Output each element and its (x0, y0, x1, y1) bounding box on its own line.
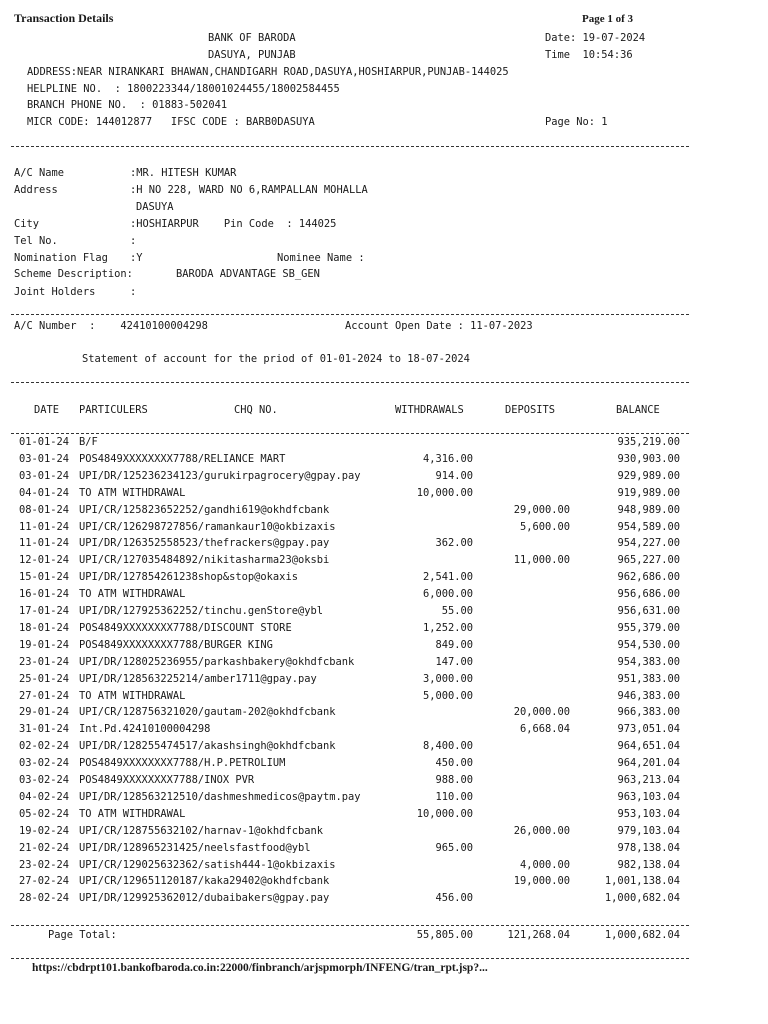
row-withdrawal: 914.00 (435, 470, 473, 482)
account-name-value: :MR. HITESH KUMAR (130, 167, 237, 179)
col-header-particulars: PARTICULERS (79, 404, 148, 416)
row-particulars: UPI/CR/126298727856/ramankaur10@okbizaxis (79, 521, 336, 533)
row-particulars: UPI/CR/128756321020/gautam-202@okhdfcbank (79, 706, 336, 718)
row-date: 17-01-24 (19, 605, 70, 617)
row-particulars: UPI/CR/129651120187/kaka29402@okhdfcbank (79, 875, 330, 887)
row-withdrawal: 456.00 (435, 892, 473, 904)
row-particulars: UPI/CR/129025632362/satish444-1@okbizaxis (79, 859, 336, 871)
row-particulars: UPI/CR/128755632102/harnav-1@okhdfcbank (79, 825, 323, 837)
address-line-1: :H NO 228, WARD NO 6,RAMPALLAN MOHALLA (130, 184, 368, 196)
row-deposit: 26,000.00 (513, 825, 570, 837)
row-balance: 919,989.00 (617, 487, 680, 499)
tel-label: Tel No. (14, 235, 58, 247)
row-particulars: UPI/DR/127925362252/tinchu.genStore@ybl (79, 605, 323, 617)
row-balance: 930,903.00 (617, 453, 680, 465)
row-withdrawal: 3,000.00 (422, 673, 473, 685)
row-balance: 962,686.00 (617, 571, 680, 583)
row-particulars: UPI/DR/125236234123/gurukirpagrocery@gpay.pay (79, 470, 361, 482)
row-balance: 956,631.00 (617, 605, 680, 617)
row-withdrawal: 988.00 (435, 774, 473, 786)
row-date: 18-01-24 (19, 622, 70, 634)
col-header-withdrawals: WITHDRAWALS (395, 404, 464, 416)
row-date: 31-01-24 (19, 723, 70, 735)
row-particulars: POS4849XXXXXXXX7788/INOX PVR (79, 774, 255, 786)
row-balance: 929,989.00 (617, 470, 680, 482)
city-label: City (14, 218, 40, 230)
statement-period: Statement of account for the priod of 01-01-2024 to 18-07-2024 (82, 353, 470, 365)
page-number: Page No: 1 (545, 116, 608, 128)
row-particulars: UPI/DR/128563225214/amber1711@gpay.pay (79, 673, 317, 685)
nomination-label: Nomination Flag (14, 252, 108, 264)
micr-ifsc: MICR CODE: 144012877 IFSC CODE : BARB0DASUYA (27, 116, 315, 128)
row-date: 15-01-24 (19, 571, 70, 583)
row-particulars: UPI/DR/128563212510/dashmeshmedicos@paytm.pay (79, 791, 361, 803)
bank-city: DASUYA, PUNJAB (208, 49, 296, 61)
scheme-value: BARODA ADVANTAGE SB_GEN (176, 268, 320, 280)
row-balance: 963,103.04 (617, 791, 680, 803)
row-date: 03-02-24 (19, 757, 70, 769)
row-balance: 982,138.04 (617, 859, 680, 871)
row-deposit: 4,000.00 (519, 859, 570, 871)
row-particulars: TO ATM WITHDRAWAL (79, 487, 186, 499)
row-withdrawal: 6,000.00 (422, 588, 473, 600)
row-withdrawal: 147.00 (435, 656, 473, 668)
row-particulars: B/F (79, 436, 98, 448)
row-withdrawal: 5,000.00 (422, 690, 473, 702)
col-header-date: DATE (34, 404, 60, 416)
row-date: 19-02-24 (19, 825, 70, 837)
row-balance: 955,379.00 (617, 622, 680, 634)
row-deposit: 20,000.00 (513, 706, 570, 718)
account-open-date: Account Open Date : 11-07-2023 (345, 320, 533, 332)
bank-name: BANK OF BARODA (208, 32, 296, 44)
row-date: 12-01-24 (19, 554, 70, 566)
row-particulars: UPI/DR/128255474517/akashsingh@okhdfcbank (79, 740, 336, 752)
row-balance: 1,001,138.04 (604, 875, 680, 887)
row-date: 23-01-24 (19, 656, 70, 668)
row-withdrawal: 450.00 (435, 757, 473, 769)
row-deposit: 5,600.00 (519, 521, 570, 533)
tel-value: : (130, 235, 137, 247)
row-date: 27-01-24 (19, 690, 70, 702)
page-total-withdrawals: 55,805.00 (416, 929, 473, 941)
row-withdrawal: 4,316.00 (422, 453, 473, 465)
row-particulars: POS4849XXXXXXXX7788/RELIANCE MART (79, 453, 286, 465)
row-particulars: UPI/DR/126352558523/thefrackers@gpay.pay (79, 537, 330, 549)
col-header-balance: BALANCE (616, 404, 660, 416)
row-balance: 979,103.04 (617, 825, 680, 837)
row-particulars: UPI/DR/128965231425/neelsfastfood@ybl (79, 842, 311, 854)
row-balance: 954,530.00 (617, 639, 680, 651)
report-time: Time 10:54:36 (545, 49, 633, 61)
row-date: 01-01-24 (19, 436, 70, 448)
col-header-deposits: DEPOSITS (505, 404, 556, 416)
divider (11, 146, 689, 147)
address-label: Address (14, 184, 58, 196)
row-date: 28-02-24 (19, 892, 70, 904)
nominee-label: Nominee Name : (277, 252, 365, 264)
row-date: 11-01-24 (19, 537, 70, 549)
row-balance: 964,201.04 (617, 757, 680, 769)
account-name-label: A/C Name (14, 167, 65, 179)
divider (11, 433, 689, 434)
row-particulars: POS4849XXXXXXXX7788/DISCOUNT STORE (79, 622, 292, 634)
row-date: 05-02-24 (19, 808, 70, 820)
divider (11, 958, 689, 959)
row-withdrawal: 2,541.00 (422, 571, 473, 583)
row-particulars: UPI/DR/127854261238shop&stop@okaxis (79, 571, 298, 583)
row-date: 03-01-24 (19, 470, 70, 482)
branch-phone: BRANCH PHONE NO. : 01883-502041 (27, 99, 228, 111)
row-date: 04-01-24 (19, 487, 70, 499)
divider (11, 925, 689, 926)
row-date: 23-02-24 (19, 859, 70, 871)
footer-url[interactable]: https://cbdrpt101.bankofbaroda.co.in:22000/finbranch/arjspmorph/INFENG/tran_rpt.jsp?... (32, 962, 488, 974)
row-withdrawal: 55.00 (441, 605, 473, 617)
page-total-deposits: 121,268.04 (507, 929, 570, 941)
page-total-balance: 1,000,682.04 (604, 929, 680, 941)
divider (11, 382, 689, 383)
row-date: 29-01-24 (19, 706, 70, 718)
row-particulars: TO ATM WITHDRAWAL (79, 808, 186, 820)
divider (11, 314, 689, 315)
row-withdrawal: 965.00 (435, 842, 473, 854)
joint-holders-label: Joint Holders (14, 286, 96, 298)
row-balance: 1,000,682.04 (604, 892, 680, 904)
row-deposit: 19,000.00 (513, 875, 570, 887)
row-date: 16-01-24 (19, 588, 70, 600)
row-withdrawal: 849.00 (435, 639, 473, 651)
row-particulars: POS4849XXXXXXXX7788/BURGER KING (79, 639, 273, 651)
row-date: 08-01-24 (19, 504, 70, 516)
report-date: Date: 19-07-2024 (545, 32, 646, 44)
row-date: 03-01-24 (19, 453, 70, 465)
address-line-2: DASUYA (136, 201, 174, 213)
row-balance: 966,383.00 (617, 706, 680, 718)
row-deposit: 29,000.00 (513, 504, 570, 516)
row-balance: 956,686.00 (617, 588, 680, 600)
row-particulars: UPI/CR/125823652252/gandhi619@okhdfcbank (79, 504, 330, 516)
page-total-label: Page Total: (48, 929, 117, 941)
row-withdrawal: 10,000.00 (416, 487, 473, 499)
row-date: 11-01-24 (19, 521, 70, 533)
row-particulars: POS4849XXXXXXXX7788/H.P.PETROLIUM (79, 757, 286, 769)
row-deposit: 6,668.04 (519, 723, 570, 735)
row-particulars: TO ATM WITHDRAWAL (79, 588, 186, 600)
row-balance: 946,383.00 (617, 690, 680, 702)
row-balance: 954,227.00 (617, 537, 680, 549)
row-date: 27-02-24 (19, 875, 70, 887)
row-balance: 954,383.00 (617, 656, 680, 668)
row-balance: 948,989.00 (617, 504, 680, 516)
row-balance: 963,213.04 (617, 774, 680, 786)
row-balance: 973,051.04 (617, 723, 680, 735)
row-withdrawal: 110.00 (435, 791, 473, 803)
row-date: 03-02-24 (19, 774, 70, 786)
scheme-label: Scheme Description: (14, 268, 133, 280)
row-balance: 965,227.00 (617, 554, 680, 566)
row-date: 02-02-24 (19, 740, 70, 752)
row-balance: 953,103.04 (617, 808, 680, 820)
row-particulars: Int.Pd.42410100004298 (79, 723, 211, 735)
nomination-value: :Y (130, 252, 143, 264)
col-header-chq: CHQ NO. (234, 404, 278, 416)
page-of-indicator: Page 1 of 3 (582, 13, 634, 25)
row-date: 21-02-24 (19, 842, 70, 854)
row-balance: 978,138.04 (617, 842, 680, 854)
row-particulars: TO ATM WITHDRAWAL (79, 690, 186, 702)
city-value: :HOSHIARPUR Pin Code : 144025 (130, 218, 337, 230)
account-number: A/C Number : 42410100004298 (14, 320, 208, 332)
row-particulars: UPI/DR/128025236955/parkashbakery@okhdfcbank (79, 656, 355, 668)
branch-address: ADDRESS:NEAR NIRANKARI BHAWAN,CHANDIGARH ROAD,DASUYA,HOSHIARPUR,PUNJAB-144025 (27, 66, 509, 78)
row-balance: 951,383.00 (617, 673, 680, 685)
helpline: HELPLINE NO. : 1800223344/18001024455/18002584455 (27, 83, 340, 95)
row-balance: 935,219.00 (617, 436, 680, 448)
row-deposit: 11,000.00 (513, 554, 570, 566)
row-date: 04-02-24 (19, 791, 70, 803)
row-withdrawal: 362.00 (435, 537, 473, 549)
row-date: 25-01-24 (19, 673, 70, 685)
row-date: 19-01-24 (19, 639, 70, 651)
row-balance: 954,589.00 (617, 521, 680, 533)
row-particulars: UPI/CR/127035484892/nikitasharma23@oksbi (79, 554, 330, 566)
document-title: Transaction Details (14, 11, 114, 25)
row-withdrawal: 10,000.00 (416, 808, 473, 820)
row-balance: 964,651.04 (617, 740, 680, 752)
row-withdrawal: 1,252.00 (422, 622, 473, 634)
row-particulars: UPI/DR/129925362012/dubaibakers@gpay.pay (79, 892, 330, 904)
row-withdrawal: 8,400.00 (422, 740, 473, 752)
joint-holders-value: : (130, 286, 137, 298)
